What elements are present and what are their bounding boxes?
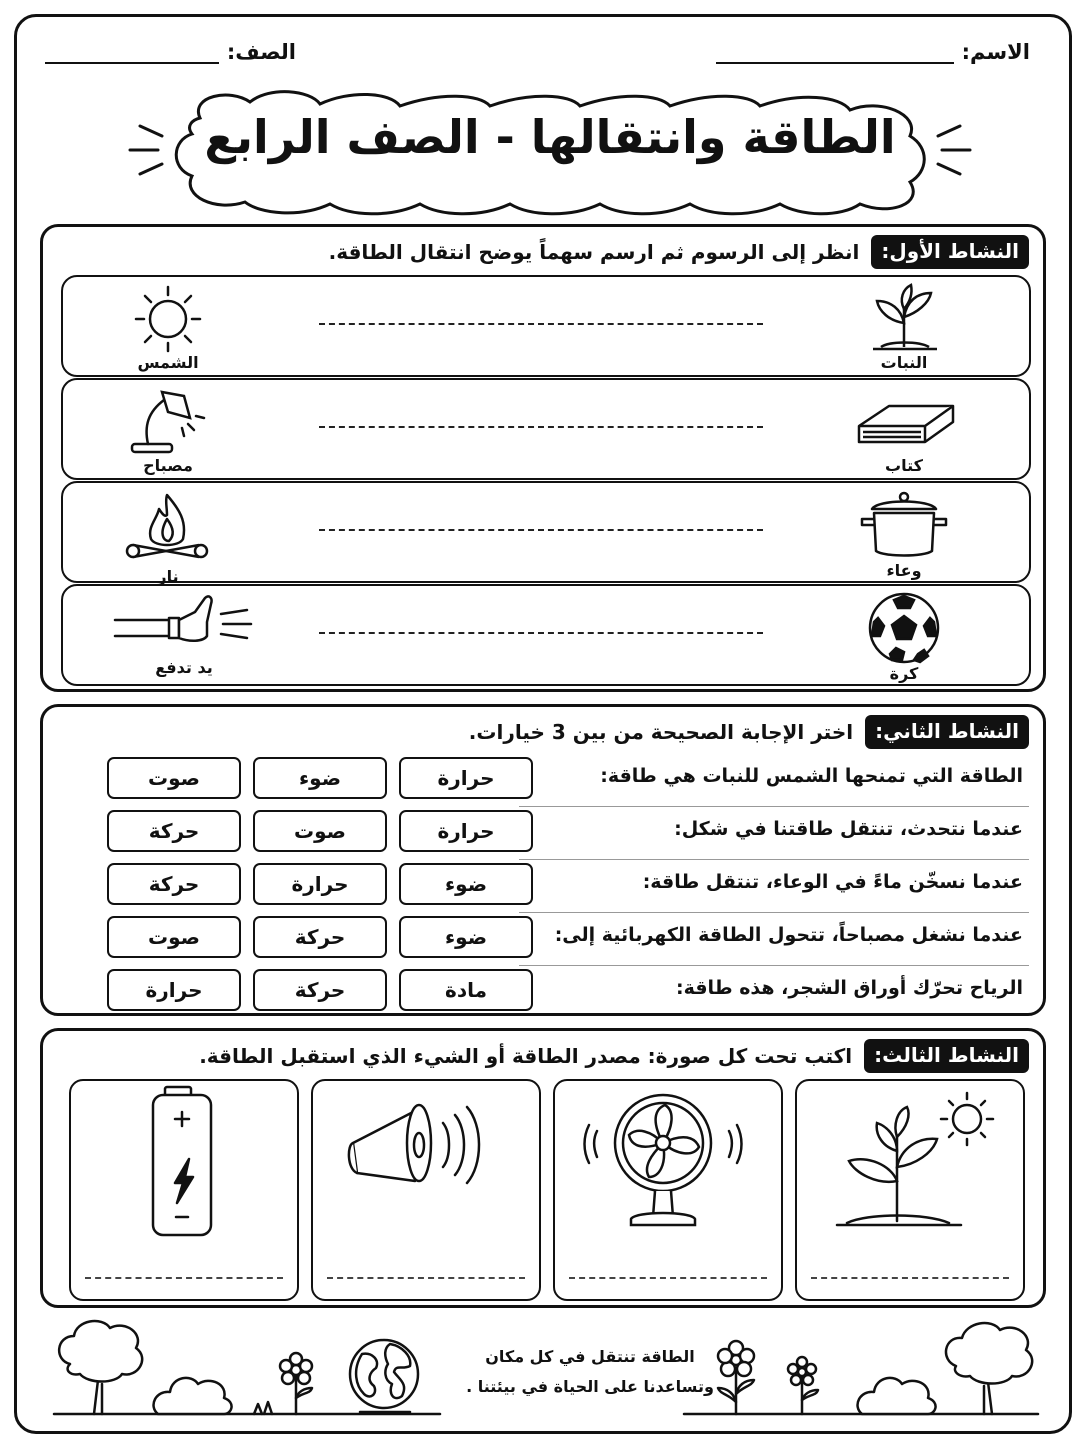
question-row — [63, 808, 1029, 860]
page-title: الطاقة وانتقالها - الصف الرابع — [204, 110, 896, 164]
match-item-left — [109, 592, 259, 677]
arrow-drawing-line[interactable] — [319, 426, 763, 428]
arrow-drawing-line[interactable] — [319, 632, 763, 634]
activity-1-instruction: انظر إلى الرسوم ثم ارسم سهماً يوضح انتقال الطاقة. — [328, 240, 860, 264]
sun-icon — [123, 283, 213, 353]
footer-message — [450, 1342, 730, 1402]
match-item-right — [849, 386, 959, 475]
answer-option[interactable]: ضوء — [399, 863, 533, 905]
footer — [40, 1314, 1046, 1424]
match-row — [61, 584, 1031, 686]
megaphone-icon — [313, 1081, 543, 1261]
answer-option[interactable]: حركة — [253, 916, 387, 958]
answer-option[interactable]: صوت — [107, 757, 241, 799]
picture-card — [69, 1079, 299, 1301]
question-text: الرياح تحرّك أوراق الشجر، هذه طاقة: — [676, 977, 1023, 999]
activity-3-instruction: اكتب تحت كل صورة: مصدر الطاقة أو الشيء الذي استقبل الطاقة. — [199, 1044, 853, 1068]
question-row — [63, 914, 1029, 966]
answer-line[interactable] — [569, 1277, 767, 1279]
campfire-icon — [123, 489, 213, 567]
match-label: كرة — [889, 664, 919, 683]
picture-card — [795, 1079, 1025, 1301]
question-text: عندما نسخّن ماءً في الوعاء، تنتقل طاقة: — [519, 861, 1029, 913]
activity-2-instruction: اختر الإجابة الصحيحة من بين 3 خيارات. — [468, 720, 854, 744]
activity-1 — [40, 224, 1046, 692]
class-label: الصف: — [226, 40, 296, 64]
footer-line-1: الطاقة تنتقل في كل مكان — [485, 1347, 695, 1366]
answer-option[interactable]: صوت — [253, 810, 387, 852]
desk-lamp-icon — [118, 386, 218, 456]
activity-2 — [40, 704, 1046, 1016]
answer-option[interactable]: حرارة — [399, 810, 533, 852]
picture-card — [553, 1079, 783, 1301]
arrow-drawing-line[interactable] — [319, 529, 763, 531]
class-blank[interactable] — [45, 38, 219, 64]
answer-line[interactable] — [811, 1277, 1009, 1279]
question-row — [63, 967, 1029, 1019]
match-label: كتاب — [885, 456, 923, 475]
title-banner — [120, 88, 980, 216]
footer-line-2: وتساعدنا على الحياة في بيئتنا . — [466, 1377, 714, 1396]
soccer-ball-icon — [864, 592, 944, 664]
question-row — [63, 861, 1029, 913]
question-text: عندما نتحدث، تنتقل طاقتنا في شكل: — [519, 808, 1029, 860]
answer-option[interactable]: ضوء — [253, 757, 387, 799]
activity-1-tag: النشاط الأول: — [871, 235, 1029, 269]
activity-2-header — [469, 715, 1029, 749]
activity-3-header — [199, 1039, 1029, 1073]
question-text: الطاقة التي تمنحها الشمس للنبات هي طاقة: — [519, 755, 1029, 807]
match-item-left — [113, 283, 223, 372]
match-row — [61, 378, 1031, 480]
answer-option[interactable]: حركة — [107, 863, 241, 905]
match-label: وعاء — [886, 561, 922, 580]
pushing-hand-icon — [109, 592, 259, 658]
plant-icon — [859, 283, 949, 353]
answer-line[interactable] — [85, 1277, 283, 1279]
answer-option[interactable]: حرارة — [107, 969, 241, 1011]
pot-icon — [854, 489, 954, 561]
name-field[interactable] — [716, 38, 1030, 64]
activity-3-tag: النشاط الثالث: — [864, 1039, 1029, 1073]
question-text: عندما نشغل مصباحاً، تتحول الطاقة الكهربائية إلى: — [519, 914, 1029, 966]
activity-2-tag: النشاط الثاني: — [865, 715, 1029, 749]
question-row — [63, 755, 1029, 807]
answer-option[interactable]: حركة — [253, 969, 387, 1011]
battery-icon — [71, 1081, 301, 1261]
answer-line[interactable] — [327, 1277, 525, 1279]
activity-3 — [40, 1028, 1046, 1308]
activity-1-header — [329, 235, 1029, 269]
plant-with-sun-icon — [797, 1081, 1027, 1261]
match-row — [61, 275, 1031, 377]
match-item-right — [849, 592, 959, 683]
match-item-right — [849, 283, 959, 372]
book-icon — [849, 386, 959, 456]
class-field[interactable] — [45, 38, 296, 64]
arrow-drawing-line[interactable] — [319, 323, 763, 325]
match-label: مصباح — [143, 456, 193, 475]
picture-card — [311, 1079, 541, 1301]
match-label: الشمس — [137, 353, 199, 372]
answer-option[interactable]: حرارة — [253, 863, 387, 905]
match-label: يد تدفع — [155, 658, 213, 677]
answer-option[interactable]: ضوء — [399, 916, 533, 958]
answer-option[interactable]: حرارة — [399, 757, 533, 799]
answer-option[interactable]: حركة — [107, 810, 241, 852]
match-label: نار — [157, 567, 179, 586]
fan-icon — [555, 1081, 785, 1261]
match-item-left — [113, 386, 223, 475]
name-blank[interactable] — [716, 38, 954, 64]
match-row — [61, 481, 1031, 586]
match-item-left — [113, 489, 223, 586]
name-label: الاسم: — [961, 40, 1030, 64]
answer-option[interactable]: مادة — [399, 969, 533, 1011]
match-label: النبات — [880, 353, 928, 372]
match-item-right — [849, 489, 959, 580]
answer-option[interactable]: صوت — [107, 916, 241, 958]
